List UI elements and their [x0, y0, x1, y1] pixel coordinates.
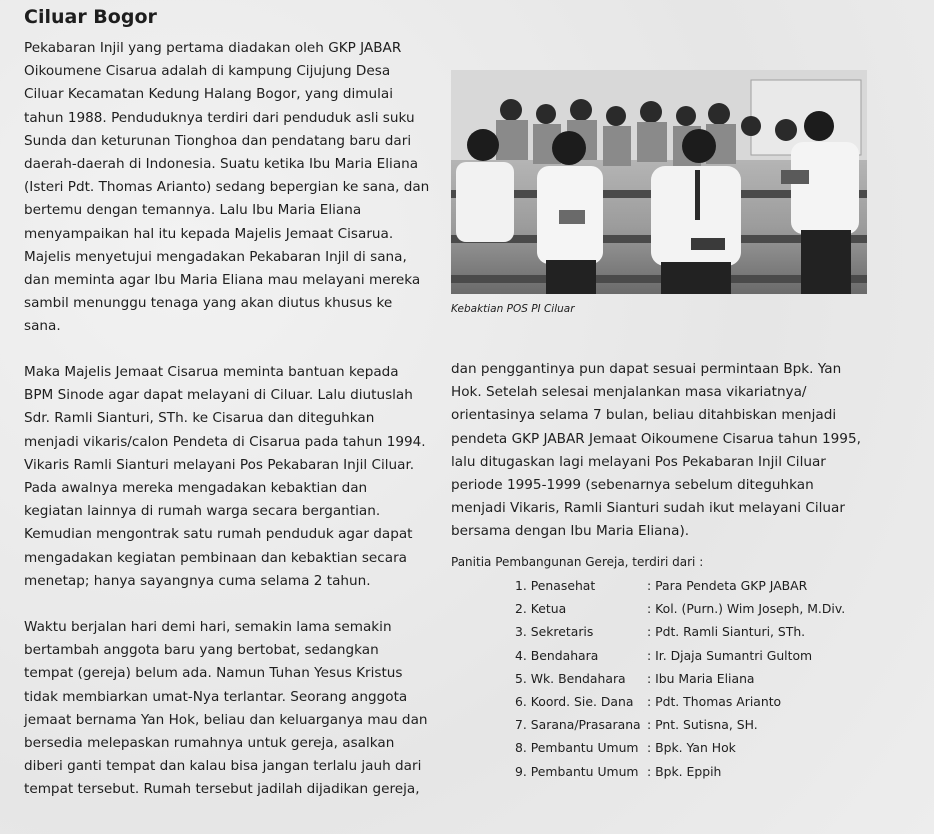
- member-role: 4. Bendahara: [515, 647, 599, 663]
- member-role: 2. Ketua: [515, 601, 567, 617]
- member-role: 7. Sarana/Prasarana: [515, 717, 641, 733]
- member-name: : Pdt. Ramli Sianturi, STh.: [647, 624, 806, 640]
- member-name: : Bpk. Yan Hok: [647, 740, 736, 756]
- member-role: 1. Penasehat: [515, 578, 596, 593]
- committee-member: [515, 713, 845, 736]
- member-name: : Para Pendeta GKP JABAR: [647, 578, 808, 593]
- worship-photo: [451, 70, 867, 294]
- member-role: 9. Pembantu Umum: [515, 763, 639, 779]
- member-name: : Ibu Maria Eliana: [647, 670, 755, 686]
- member-name: : Pdt. Thomas Arianto: [647, 693, 782, 709]
- paragraph-2: Maka Majelis Jemaat Cisarua meminta bantuan kepada BPM Sinode agar dapat melayani di Ciluar. Lalu diutuslah Sdr. Ramli Sianturi, STh. ke Cisarua dan diteguhkan menjadi vikaris/calon Pendeta di Cisarua pada tahun 1994. Vikaris Ramli Sianturi melayani Pos Pekabaran Injil Ciluar. Pada awalnya mereka mengadakan kebaktian dan kegiatan lainnya di rumah warga secara bergantian. Kemudian mengontrak satu rumah penduduk agar dapat mengadakan kegiatan pembinaan dan kebaktian secara menetap; hanya sayangnya cuma selama 2 tahun.: [24, 364, 426, 589]
- worship-photo-illustration: [451, 70, 867, 294]
- committee-heading: Panitia Pembangunan Gereja, terdiri dari :: [451, 555, 704, 569]
- member-name: : Ir. Djaja Sumantri Gultom: [647, 647, 813, 663]
- member-role: 6. Koord. Sie. Dana: [515, 693, 634, 709]
- paragraph-1: Pekabaran Injil yang pertama diadakan oleh GKP JABAR Oikoumene Cisarua adalah di kampung Cijujung Desa Ciluar Kecamatan Kedung Halang Bogor, yang dimulai tahun 1988. Penduduknya terdiri dari penduduk asli suku Sunda dan keturunan Tionghoa dan pendatang baru dari daerah-daerah di Indonesia. Suatu ketika Ibu Maria Eliana (Isteri Pdt. Thomas Arianto) sedang bepergian ke sana, dan bertemu dengan temannya. Lalu Ibu Maria Eliana menyampaikan hal itu kepada Majelis Jemaat Cisarua. Majelis menyetujui mengadakan Pekabaran Injil di sana, dan meminta agar Ibu Maria Eliana mau melayani mereka sambil menunggu tenaga yang akan diutus khusus ke sana.: [24, 40, 430, 335]
- page-title: Ciluar Bogor: [24, 6, 157, 28]
- photo-caption: Kebaktian POS PI Ciluar: [451, 303, 575, 315]
- paragraph-4: dan penggantinya pun dapat sesuai permintaan Bpk. Yan Hok. Setelah selesai menjalankan masa vikariatnya/ orientasinya selama 7 bulan, beliau ditahbiskan menjadi pendeta GKP JABAR Jemaat Oikoumene Cisarua tahun 1995, lalu ditugaskan lagi melayani Pos Pekabaran Injil Ciluar periode 1995-1999 (sebenarnya sebelum diteguhkan menjadi Vikaris, Ramli Sianturi sudah ikut melayani Ciluar bersama dengan Ibu Maria Eliana).: [451, 361, 861, 540]
- committee-list: [515, 574, 845, 783]
- member-role: 3. Sekretaris: [515, 624, 594, 640]
- committee-member: [515, 597, 845, 620]
- member-name: : Bpk. Eppih: [647, 763, 722, 779]
- member-role: 5. Wk. Bendahara: [515, 670, 626, 686]
- member-name: : Kol. (Purn.) Wim Joseph, M.Div.: [647, 601, 846, 617]
- committee-member: [515, 620, 845, 643]
- member-role: 8. Pembantu Umum: [515, 740, 639, 756]
- committee-member: [515, 644, 845, 667]
- member-name: : Pnt. Sutisna, SH.: [647, 717, 758, 733]
- committee-member: [515, 574, 845, 597]
- committee-member: [515, 760, 845, 783]
- committee-member: [515, 690, 845, 713]
- paragraph-3: Waktu berjalan hari demi hari, semakin lama semakin bertambah anggota baru yang bertobat, sedangkan tempat (gereja) belum ada. Namun Tuhan Yesus Kristus tidak membiarkan umat-Nya terlantar. Seorang anggota jemaat bernama Yan Hok, beliau dan keluarganya mau dan bersedia melepaskan rumahnya untuk gereja, asalkan diberi ganti tempat dan kalau bisa jangan terlalu jauh dari tempat tersebut. Rumah tersebut jadilah dijadikan gereja,: [24, 619, 428, 798]
- committee-member: [515, 736, 845, 759]
- committee-member: [515, 667, 845, 690]
